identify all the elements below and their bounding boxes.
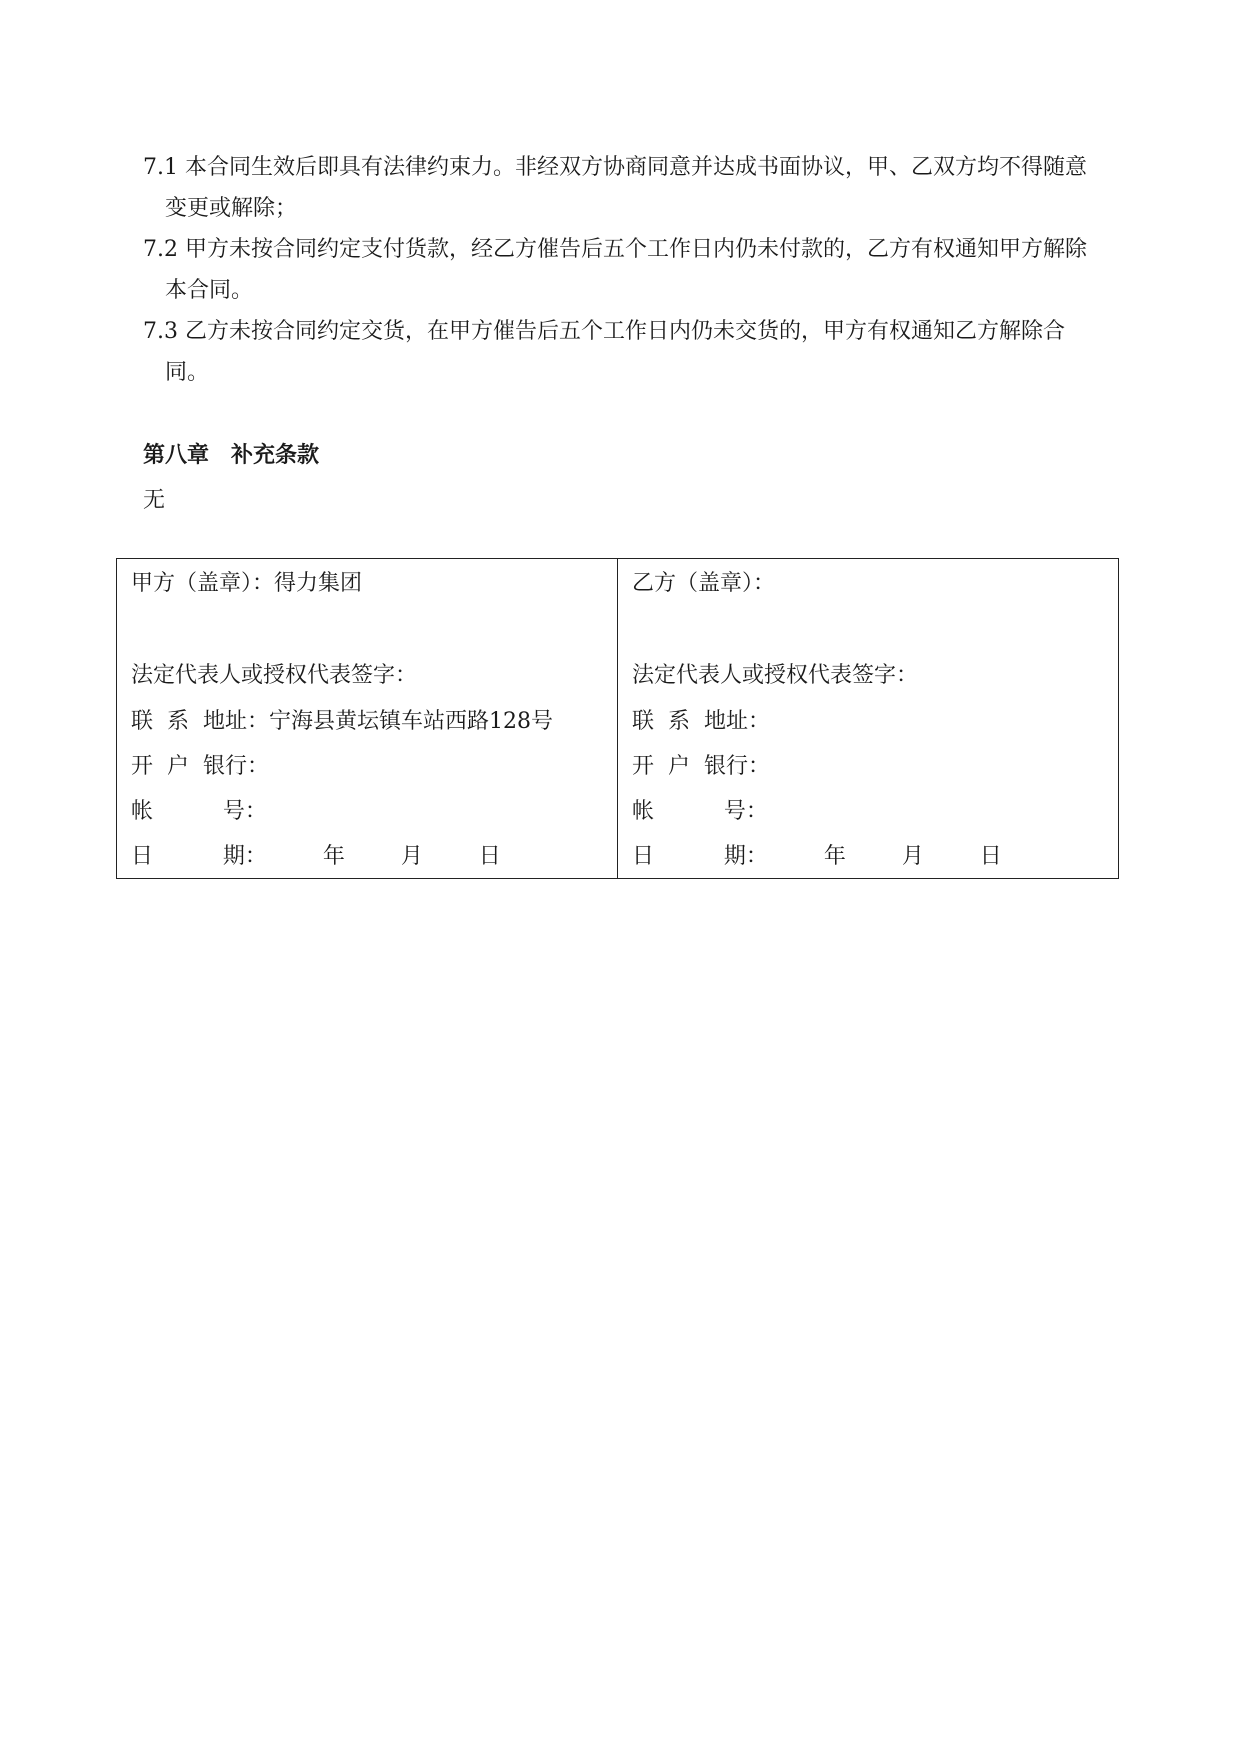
- party-a-account: 帐 号：: [131, 799, 267, 824]
- clause-7-3: 7.3 乙方未按合同约定交货，在甲方催告后五个工作日内仍未交货的，甲方有权通知乙方解除合同。: [143, 319, 1065, 385]
- party-b-column: [617, 559, 1118, 878]
- party-a-bank: 开 户 银行：: [131, 754, 269, 779]
- contract-clauses: [143, 147, 1095, 393]
- party-a-signature: 法定代表人或授权代表签字：: [131, 663, 418, 688]
- party-a-seal: 甲方（盖章）：得力集团: [131, 571, 363, 596]
- clause-7-1: 7.1 本合同生效后即具有法律约束力。非经双方协商同意并达成书面协议，甲、乙双方均不得随意变更或解除；: [143, 155, 1087, 221]
- party-a-column: [117, 559, 617, 878]
- party-b-account: 帐 号：: [632, 799, 768, 824]
- chapter-8-title: 第八章 补充条款: [143, 443, 320, 468]
- signature-table: [116, 558, 1119, 879]
- party-b-date: 日 期： 年 月 日: [632, 844, 1002, 869]
- party-b-bank: 开 户 银行：: [632, 754, 770, 779]
- party-a-address: 联 系 地址：宁海县黄坛镇车站西路128号: [131, 709, 553, 734]
- party-b-seal: 乙方（盖章）：: [632, 571, 776, 596]
- party-b-signature: 法定代表人或授权代表签字：: [632, 663, 919, 688]
- party-a-date: 日 期： 年 月 日: [131, 844, 501, 869]
- party-b-address: 联 系 地址：: [632, 709, 770, 734]
- clause-7-2: 7.2 甲方未按合同约定支付货款，经乙方催告后五个工作日内仍未付款的，乙方有权通知甲方解除本合同。: [143, 237, 1087, 303]
- chapter-8-content: 无: [143, 488, 166, 513]
